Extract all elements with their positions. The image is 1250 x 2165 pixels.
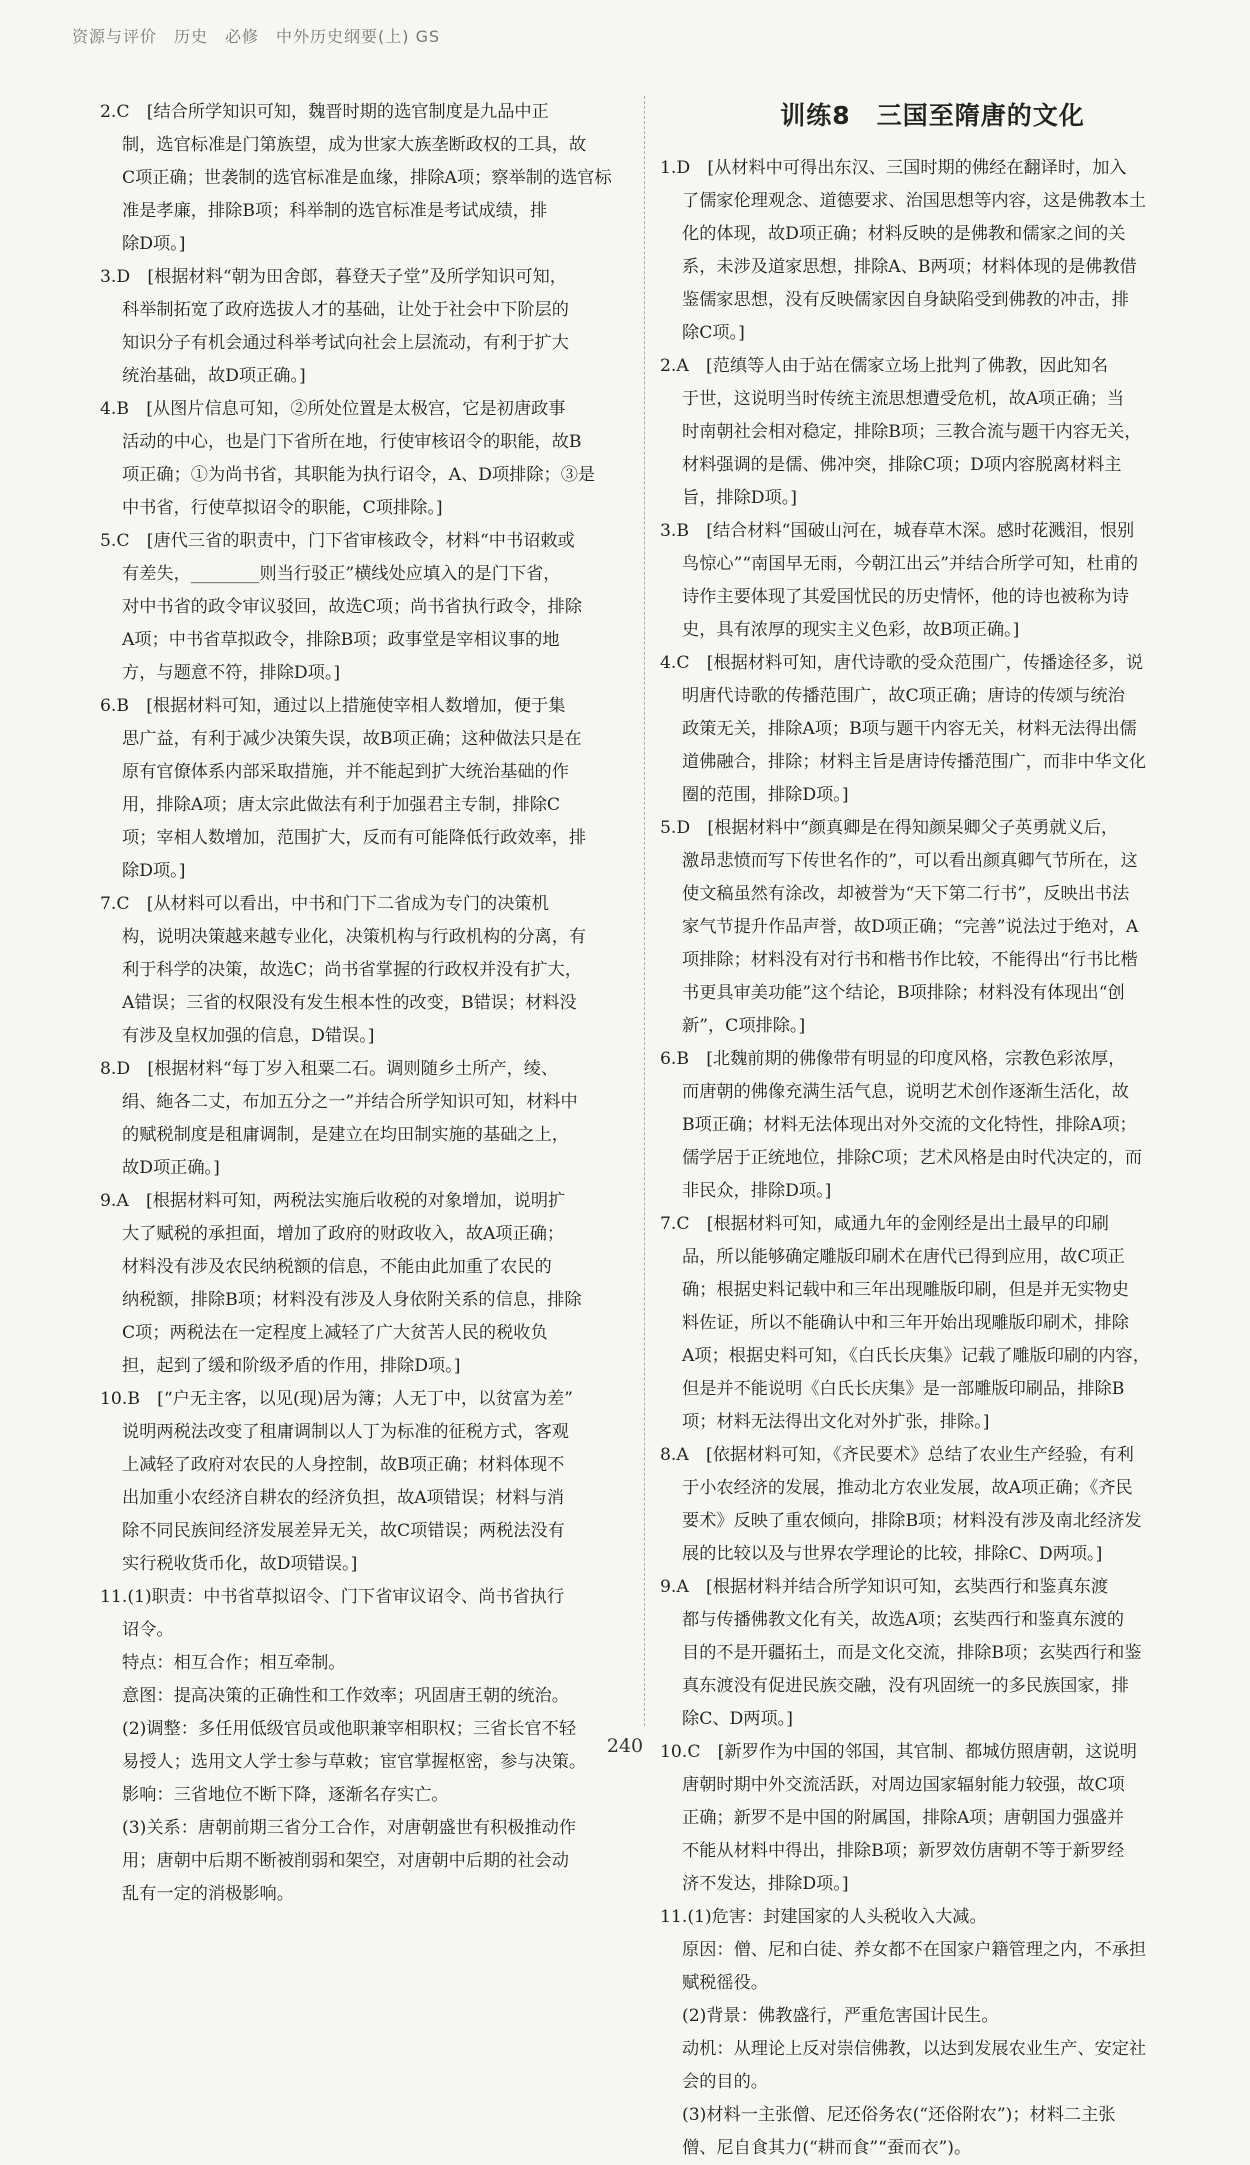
answer-line: 真东渡没有促进民族交融，没有巩固统一的多民族国家，排 [682,1676,1129,1696]
answer-line: 化的体现，故D项正确；材料反映的是佛教和儒家之间的关 [682,224,1126,244]
answer-line: (2)背景：佛教盛行，严重危害国计民生。 [682,2006,999,2026]
answer-item-r11 [660,1901,1205,2165]
answer-line: 11.(1)危害：封建国家的人头税收入大减。 [660,1907,987,1927]
answer-line: 7.C [从材料可以看出，中书和门下二省成为专门的决策机 [100,894,549,914]
answer-line: (3)关系：唐朝前期三省分工合作，对唐朝盛世有积极推动作 [122,1818,577,1838]
answer-line: 有差失，________则当行驳正”横线处应填入的是门下省， [122,564,561,584]
answer-line: 不能从材料中得出，排除B项；新罗效仿唐朝不等于新罗经 [682,1841,1125,1861]
answer-line: 唐朝时期中外交流活跃，对周边国家辐射能力较强，故C项 [682,1775,1125,1795]
answer-line: 原因：僧、尼和白徒、养女都不在国家户籍管理之内，不承担 [682,1940,1147,1960]
answer-line: 说明两税法改变了租庸调制以人丁为标准的征税方式，客观 [122,1422,569,1442]
answer-item-q3 [100,261,635,393]
answer-line: 项正确；①为尚书省，其职能为执行诏令，A、D项排除；③是 [122,465,596,485]
answer-line: 思广益，有利于减少决策失误，故B项正确；这种做法只是在 [122,729,582,749]
answer-line: 知识分子有机会通过科举考试向社会上层流动，有利于扩大 [122,333,569,353]
answer-line: 除D项。] [122,234,186,254]
answer-line: 诏令。 [122,1620,174,1640]
answer-line: 8.D [根据材料“每丁岁入租粟二石。调则随乡土所产，绫、 [100,1059,559,1079]
answer-line: 用；唐朝中后期不断被削弱和架空，对唐朝中后期的社会动 [122,1851,569,1871]
answer-line: 对中书省的政令审议驳回，故选C项；尚书省执行政令，排除 [122,597,583,617]
answer-line: 材料没有涉及农民纳税额的信息，不能由此加重了农民的 [122,1257,552,1277]
answer-line: 材料强调的是儒、佛冲突，排除C项；D项内容脱离材料主 [682,455,1122,475]
answer-item-q6 [100,690,635,888]
answer-line: 鸟惊心”“南国早无雨，今朝江出云”并结合所学可知，杜甫的 [682,554,1139,574]
answer-line: 旨，排除D项。] [682,488,798,508]
answer-line: 上减轻了政府对农民的人身控制，故B项正确；材料体现不 [122,1455,565,1475]
answer-line: A项；根据史料可知，《白氏长庆集》记载了雕版印刷的内容， [682,1346,1150,1366]
answer-item-r7 [660,1208,1205,1439]
right-column [660,96,1205,2165]
answer-line: 6.B [北魏前期的佛像带有明显的印度风格，宗教色彩浓厚， [660,1049,1126,1069]
answer-line: 品，所以能够确定雕版印刷术在唐代已得到应用，故C项正 [682,1247,1125,1267]
answer-item-r10 [660,1736,1205,1901]
answer-line: 中书省，行使草拟诏令的职能，C项排除。] [122,498,443,518]
answer-line: 3.D [根据材料“朝为田舍郎，暮登天子堂”及所学知识可知， [100,267,567,287]
answer-line: 4.C [根据材料可知，唐代诗歌的受众范围广，传播途径多，说 [660,653,1144,673]
answer-line: 项；材料无法得出文化对外扩张，排除。] [682,1412,990,1432]
answer-item-q10 [100,1383,635,1581]
answer-line: 正确；新罗不是中国的附属国，排除A项；唐朝国力强盛并 [682,1808,1125,1828]
page-number: 240 [606,1735,644,1757]
answer-line: B项正确；材料无法体现出对外交流的文化特性，排除A项； [682,1115,1137,1135]
left-column [100,96,635,1911]
answer-line: 书更具审美功能”这个结论，B项排除；材料没有体现出“创 [682,983,1125,1003]
answer-line: 了儒家伦理观念、道德要求、治国思想等内容，这是佛教本土 [682,191,1147,211]
answer-line: 济不发达，排除D项。] [682,1874,849,1894]
answer-line: 7.C [根据材料可知，咸通九年的金刚经是出土最早的印刷 [660,1214,1109,1234]
answer-line: 科举制拓宽了政府选拔人才的基础，让处于社会中下阶层的 [122,300,569,320]
answer-line: 11.(1)职责：中书省草拟诏令、门下省审议诏令、尚书省执行 [100,1587,565,1607]
answer-line: 实行税收货币化，故D项错误。] [122,1554,358,1574]
answer-line: A错误；三省的权限没有发生根本性的改变，B错误；材料没 [122,993,577,1013]
answer-item-r9 [660,1571,1205,1736]
answer-line: 绢、絁各二丈，布加五分之一”并结合所学知识可知，材料中 [122,1092,578,1112]
answer-item-r6 [660,1043,1205,1208]
answer-line: 但是并不能说明《白氏长庆集》是一部雕版印刷品，排除B [682,1379,1125,1399]
column-divider [644,96,645,1726]
answer-line: A项；中书省草拟政令，排除B项；政事堂是宰相议事的地 [122,630,560,650]
answer-line: 9.A [根据材料并结合所学知识可知，玄奘西行和鉴真东渡 [660,1577,1109,1597]
answer-line: 展的比较以及与世界农学理论的比较，排除C、D两项。] [682,1544,1103,1564]
answer-line: 项排除；材料没有对行书和楷书作比较，不能得出“行书比楷 [682,950,1138,970]
answer-line: 时南朝社会相对稳定，排除B项；三教合流与题干内容无关， [682,422,1142,442]
answer-line: 准是孝廉，排除B项；科举制的选官标准是考试成绩，排 [122,201,548,221]
answer-item-r2 [660,350,1205,515]
answer-line: 易授人；选用文人学士参与草敕；宦官掌握枢密，参与决策。 [122,1752,587,1772]
answer-line: 方，与题意不符，排除D项。] [122,663,341,683]
answer-line: 构，说明决策越来越专业化，决策机构与行政机构的分离，有 [122,927,587,947]
answer-line: 5.D [根据材料中“颜真卿是在得知颜杲卿父子英勇就义后， [660,818,1119,838]
answer-line: 道佛融合，排除；材料主旨是唐诗传播范围广，而非中华文化 [682,752,1147,772]
answer-line: 活动的中心，也是门下省所在地，行使审核诏令的职能，故B [122,432,582,452]
answer-line: 于小农经济的发展，推动北方农业发展，故A项正确；《齐民 [682,1478,1133,1498]
answer-line: 3.B [结合材料“国破山河在，城春草木深。感时花溅泪，恨别 [660,521,1135,541]
answer-line: 出加重小农经济自耕农的经济负担，故A项错误；材料与消 [122,1488,565,1508]
answer-line: 赋税徭役。 [682,1973,768,1993]
answer-item-r3 [660,515,1205,647]
answer-line: 原有官僚体系内部采取措施，并不能起到扩大统治基础的作 [122,762,569,782]
answer-line: 除不同民族间经济发展差异无关，故C项错误；两税法没有 [122,1521,565,1541]
answer-line: 乱有一定的消极影响。 [122,1884,294,1904]
answer-line: 8.A [依据材料可知，《齐民要术》总结了农业生产经验，有利 [660,1445,1134,1465]
answer-line: 确；根据史料记载中和三年出现雕版印刷，但是并无实物史 [682,1280,1129,1300]
answer-line: 意图：提高决策的正确性和工作效率；巩固唐王朝的统治。 [122,1686,569,1706]
answer-line: 激昂悲愤而写下传世名作的”，可以看出颜真卿气节所在，这 [682,851,1138,871]
answer-line: 要术》反映了重农倾向，排除B项；材料没有涉及南北经济发 [682,1511,1142,1531]
answer-line: 使文稿虽然有涂改，却被誉为“天下第二行书”，反映出书法 [682,884,1130,904]
answer-item-r5 [660,812,1205,1043]
answer-line: 除C、D两项。] [682,1709,793,1729]
answer-line: 新”，C项排除。] [682,1016,806,1036]
answer-line: 6.B [根据材料可知，通过以上措施使宰相人数增加，便于集 [100,696,566,716]
answer-line: 利于科学的决策，故选C；尚书省掌握的行政权并没有扩大， [122,960,583,980]
answer-line: 鉴儒家思想，没有反映儒家因自身缺陷受到佛教的冲击，排 [682,290,1129,310]
answer-line: 10.C [新罗作为中国的邻国，其官制、都城仿照唐朝，这说明 [660,1742,1137,1762]
answer-line: 史，具有浓厚的现实主义色彩，故B项正确。] [682,620,1020,640]
answer-item-q8 [100,1053,635,1185]
answer-line: 2.A [范缜等人由于站在儒家立场上批判了佛教，因此知名 [660,356,1109,376]
answer-line: C项；两税法在一定程度上减轻了广大贫苦人民的税收负 [122,1323,548,1343]
answer-line: 于世，这说明当时传统主流思想遭受危机，故A项正确；当 [682,389,1125,409]
answer-line: 系，未涉及道家思想，排除A、B两项；材料体现的是佛教借 [682,257,1137,277]
answer-line: (3)材料一主张僧、尼还俗务农(“还俗附农”)；材料二主张 [682,2105,1116,2125]
answer-line: 圈的范围，排除D项。] [682,785,849,805]
answer-line: 目的不是开疆拓土，而是文化交流，排除B项；玄奘西行和鉴 [682,1643,1142,1663]
answer-line: 家气节提升作品声誉，故D项正确；“完善”说法过于绝对，A [682,917,1139,937]
answer-line: 的赋税制度是租庸调制，是建立在均田制实施的基础之上， [122,1125,569,1145]
answer-item-q4 [100,393,635,525]
answer-line: 10.B [“户无主客，以见(现)居为簿；人无丁中，以贫富为差” [100,1389,573,1409]
answer-item-r8 [660,1439,1205,1571]
answer-line: 制，选官标准是门第族望，成为世家大族垄断政权的工具，故 [122,135,587,155]
answer-line: 非民众，排除D项。] [682,1181,832,1201]
answer-line: 5.C [唐代三省的职责中，门下省审核政令，材料“中书诏敕或 [100,531,575,551]
answer-line: 会的目的。 [682,2072,768,2092]
answer-line: C项正确；世袭制的选官标准是血缘，排除A项；察举制的选官标 [122,168,612,188]
answer-line: 料佐证，所以不能确认中和三年开始出现雕版印刷术，排除 [682,1313,1129,1333]
answer-line: 9.A [根据材料可知，两税法实施后收税的对象增加，说明扩 [100,1191,566,1211]
answer-item-q2 [100,96,635,261]
answer-line: 除D项。] [122,861,186,881]
answer-line: 动机：从理论上反对崇信佛教，以达到发展农业生产、安定社 [682,2039,1147,2059]
answer-line: 都与传播佛教文化有关，故选A项；玄奘西行和鉴真东渡的 [682,1610,1125,1630]
answer-line: 有涉及皇权加强的信息，D错误。] [122,1026,375,1046]
answer-item-q5 [100,525,635,690]
answer-line: 大了赋税的承担面，增加了政府的财政收入，故A项正确； [122,1224,565,1244]
answer-line: 4.B [从图片信息可知，②所处位置是太极宫，它是初唐政事 [100,399,566,419]
answer-line: 政策无关，排除A项；B项与题干内容无关，材料无法得出儒 [682,719,1137,739]
answer-line: 1.D [从材料中可得出东汉、三国时期的佛经在翻译时，加入 [660,158,1127,178]
answer-line: 担，起到了缓和阶级矛盾的作用，排除D项。] [122,1356,461,1376]
answer-line: 纳税额，排除B项；材料没有涉及人身依附关系的信息，排除 [122,1290,582,1310]
answer-line: (2)调整：多任用低级官员或他职兼宰相职权；三省长官不轻 [122,1719,577,1739]
page-header: 资源与评价 历史 必修 中外历史纲要(上) GS [72,27,441,46]
answer-line: 诗作主要体现了其爱国忧民的历史情怀，他的诗也被称为诗 [682,587,1129,607]
answer-line: 特点：相互合作；相互牵制。 [122,1653,346,1673]
answer-item-r4 [660,647,1205,812]
answer-line: 项；宰相人数增加，范围扩大，反而有可能降低行政效率，排 [122,828,587,848]
answer-line: 明唐代诗歌的传播范围广，故C项正确；唐诗的传颂与统治 [682,686,1125,706]
answer-line: 统治基础，故D项正确。] [122,366,306,386]
section-title: 训练8 三国至隋唐的文化 [780,101,1085,130]
answer-item-q9 [100,1185,635,1383]
answer-line: 影响：三省地位不断下降，逐渐名存实亡。 [122,1785,449,1805]
answer-line: 僧、尼自食其力(“耕而食”“蚕而衣”)。 [682,2138,972,2158]
answer-line: 故D项正确。] [122,1158,220,1178]
answer-line: 儒学居于正统地位，排除C项；艺术风格是由时代决定的，而 [682,1148,1143,1168]
answer-item-q7 [100,888,635,1053]
answer-line: 2.C [结合所学知识可知，魏晋时期的选官制度是九品中正 [100,102,549,122]
answer-item-r1 [660,152,1205,350]
answer-line: 除C项。] [682,323,745,343]
answer-line: 用，排除A项；唐太宗此做法有利于加强君主专制，排除C [122,795,561,815]
answer-line: 而唐朝的佛像充满生活气息，说明艺术创作逐渐生活化，故 [682,1082,1129,1102]
